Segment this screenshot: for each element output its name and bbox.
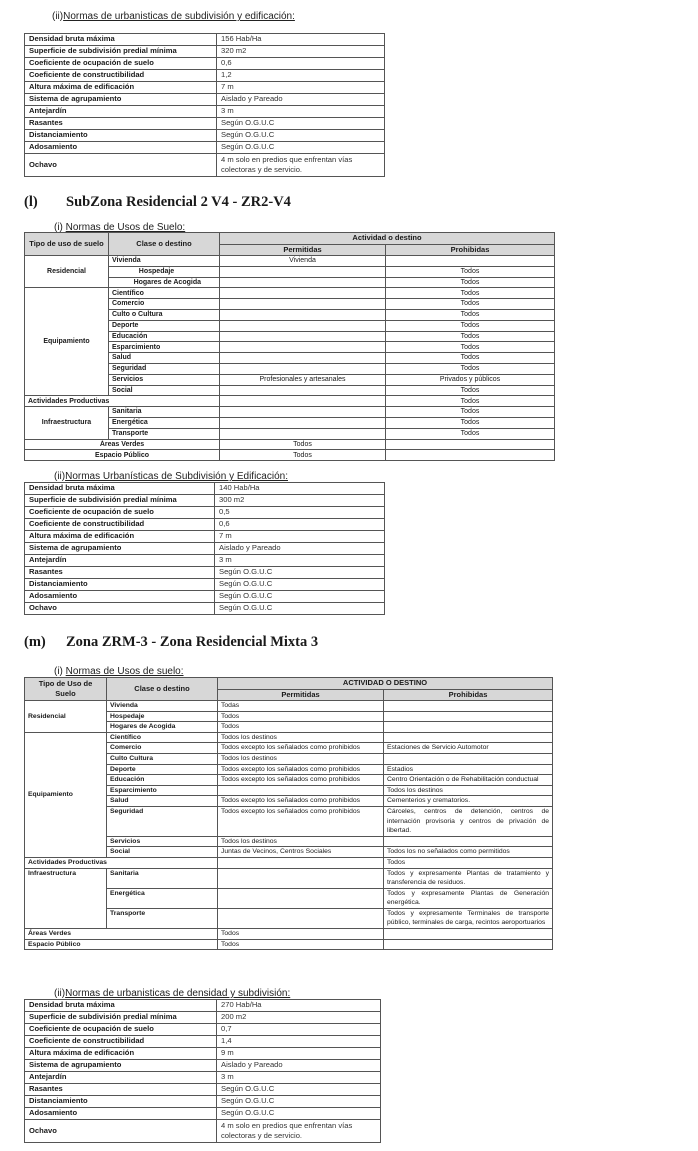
clase-cell: Servicios [107,836,218,847]
permitidas-cell: Todos excepto los señalados como prohibidos [218,764,384,775]
norm-row [25,1108,381,1120]
prohibidas-cell: Todos [386,309,555,320]
prohibidas-cell [386,439,555,450]
section-l-uses-table [24,232,555,461]
norm-row [25,483,385,495]
permitidas-cell [220,320,386,331]
permitidas-cell [220,299,386,310]
prohibidas-cell [384,753,553,764]
norm-value: 1,2 [217,70,385,82]
prohibidas-cell: Todos y expresamente Terminales de transporte público, terminales de carga, recintos aeroportuarios [384,908,553,928]
norm-row [25,507,385,519]
norm-value: 7 m [215,531,385,543]
norm-label: Rasantes [25,118,217,130]
norm-value: Según O.G.U.C [217,1096,381,1108]
norm-label: Altura máxima de edificación [25,82,217,94]
norm-label: Ochavo [25,1120,217,1143]
header-permitidas: Permitidas [220,244,386,256]
norm-row [25,1096,381,1108]
norm-value: 4 m solo en predios que enfrentan vías colectoras y de servicio. [217,1120,381,1143]
norm-label: Superficie de subdivisión predial mínima [25,495,215,507]
group-actividades: Actividades Productivas [25,857,218,868]
permitidas-cell: Todos [218,929,384,940]
norm-row [25,579,385,591]
norm-value: 270 Hab/Ha [217,1000,381,1012]
norm-row [25,591,385,603]
clase-cell: Transporte [109,428,220,439]
norm-label: Distanciamiento [25,579,215,591]
prohibidas-cell: Todos [386,407,555,418]
permitidas-cell [220,353,386,364]
header-tipo: Tipo de uso de suelo [25,233,109,256]
norm-value: 3 m [217,106,385,118]
norm-value: 156 Hab/Ha [217,34,385,46]
permitidas-cell: Juntas de Vecinos, Centros Sociales [218,847,384,858]
norm-row [25,1060,381,1072]
permitidas-cell: Todos los destinos [218,732,384,743]
prohibidas-cell: Todos [386,277,555,288]
permitidas-cell: Todos los destinos [218,753,384,764]
norm-value: Según O.G.U.C [217,1084,381,1096]
prohibidas-cell: Todos [386,385,555,396]
clase-cell: Social [109,385,220,396]
norm-value: 3 m [215,555,385,567]
prohibidas-cell: Todos [386,266,555,277]
permitidas-cell: Vivienda [220,256,386,267]
header-clase: Clase o destino [107,678,218,701]
norm-label: Altura máxima de edificación [25,531,215,543]
clase-cell: Transporte [107,908,218,928]
prohibidas-cell [384,701,553,712]
permitidas-cell [220,277,386,288]
clase-cell: Seguridad [109,363,220,374]
norm-value: Según O.G.U.C [215,591,385,603]
clase-cell: Esparcimiento [107,785,218,796]
norm-row [25,70,385,82]
clase-cell: Energética [107,888,218,908]
prohibidas-cell: Cárceles, centros de detención, centros de internación provisoria y centros de privación de libertad. [384,806,553,836]
norm-row [25,1000,381,1012]
norm-value: 0,7 [217,1024,381,1036]
clase-cell: Social [107,847,218,858]
permitidas-cell [218,857,384,868]
clase-cell: Científico [109,288,220,299]
norm-label: Coeficiente de constructibilidad [25,70,217,82]
norm-label: Coeficiente de ocupación de suelo [25,507,215,519]
prohibidas-cell: Todos los no señalados como permitidos [384,847,553,858]
prohibidas-cell: Todos [386,331,555,342]
norm-row [25,58,385,70]
group-espacio-publico: Espacio Público [25,939,218,950]
norm-row [25,531,385,543]
prohibidas-cell [384,939,553,950]
norm-row [25,1072,381,1084]
header-actividad: Actividad o destino [220,233,555,245]
prohibidas-cell: Estadios [384,764,553,775]
norm-row [25,1024,381,1036]
permitidas-cell: Todos [220,450,386,461]
permitidas-cell: Todos [220,439,386,450]
prohibidas-cell: Todos [386,396,555,407]
section-m-heading: (m) Zona ZRM-3 - Zona Residencial Mixta 3 [24,634,319,650]
header-permitidas: Permitidas [218,689,384,701]
prohibidas-cell: Todos [386,342,555,353]
norm-value: 1,4 [217,1036,381,1048]
prohibidas-cell: Centro Orientación o de Rehabilitación conductual [384,775,553,786]
norm-value: 140 Hab/Ha [215,483,385,495]
clase-cell: Educación [107,775,218,786]
norm-value: Según O.G.U.C [215,603,385,615]
norm-row [25,1048,381,1060]
permitidas-cell: Todos excepto los señalados como prohibidos [218,743,384,754]
prohibidas-cell: Todos [386,353,555,364]
section-m-uses-table [24,677,553,950]
section-m-norms-caption: (ii)Normas de urbanisticas de densidad y subdivisión: [54,988,291,999]
prohibidas-cell [386,450,555,461]
permitidas-cell [220,428,386,439]
clase-cell: Hospedaje [109,266,220,277]
header-prohibidas: Prohibidas [386,244,555,256]
clase-cell: Culto Cultura [107,753,218,764]
clase-cell: Seguridad [107,806,218,836]
norm-label: Altura máxima de edificación [25,1048,217,1060]
permitidas-cell: Todos [218,939,384,950]
group-residencial: Residencial [25,256,109,288]
prohibidas-cell [384,732,553,743]
norm-label: Coeficiente de constructibilidad [25,1036,217,1048]
permitidas-cell: Todos los destinos [218,836,384,847]
clase-cell: Sanitaria [109,407,220,418]
norm-label: Antejardín [25,555,215,567]
permitidas-cell: Todos [218,722,384,733]
uses-row [25,857,553,868]
norm-row [25,567,385,579]
norm-row [25,94,385,106]
norm-row [25,603,385,615]
permitidas-cell [218,785,384,796]
prohibidas-cell: Todos y expresamente Plantas de Generación energética. [384,888,553,908]
clase-cell: Sanitaria [107,868,218,888]
uses-row [25,288,555,299]
section-m-uses-caption: (i) Normas de Usos de suelo: [54,666,184,677]
prohibidas-cell: Privados y públicos [386,374,555,385]
header-tipo: Tipo de Uso de Suelo [25,678,107,701]
section-l-uses-caption: (i) Normas de Usos de Suelo: [54,222,186,233]
group-areas-verdes: Áreas Verdes [25,439,220,450]
prohibidas-cell: Todos [386,288,555,299]
permitidas-cell [220,288,386,299]
group-actividades: Actividades Productivas [25,396,220,407]
prohibidas-cell: Estaciones de Servicio Automotor [384,743,553,754]
norm-label: Superficie de subdivisión predial mínima [25,46,217,58]
prohibidas-cell: Todos [386,417,555,428]
uses-row [25,396,555,407]
norm-row [25,130,385,142]
norm-row [25,118,385,130]
norm-value: Según O.G.U.C [215,579,385,591]
norm-value: Según O.G.U.C [217,130,385,142]
permitidas-cell: Todos [218,711,384,722]
prohibidas-cell: Todos [386,428,555,439]
norm-label: Coeficiente de ocupación de suelo [25,1024,217,1036]
norm-row [25,495,385,507]
uses-row [25,868,553,888]
prohibidas-cell: Todos los destinos [384,785,553,796]
group-equipamiento: Equipamiento [25,288,109,396]
norm-value: Según O.G.U.C [215,567,385,579]
norm-value: 3 m [217,1072,381,1084]
clase-cell: Hospedaje [107,711,218,722]
norm-label: Antejardín [25,106,217,118]
norm-row [25,142,385,154]
norm-label: Adosamiento [25,142,217,154]
uses-row [25,939,553,950]
permitidas-cell [218,888,384,908]
permitidas-cell [218,868,384,888]
norm-label: Superficie de subdivisión predial mínima [25,1012,217,1024]
norm-value: 300 m2 [215,495,385,507]
prohibidas-cell [384,722,553,733]
norm-label: Distanciamiento [25,130,217,142]
group-equipamiento: Equipamiento [25,732,107,857]
uses-row [25,407,555,418]
clase-cell: Comercio [107,743,218,754]
norm-label: Ochavo [25,154,217,177]
norm-label: Densidad bruta máxima [25,1000,217,1012]
norm-value: 0,6 [217,58,385,70]
header-prohibidas: Prohibidas [384,689,553,701]
permitidas-cell [220,266,386,277]
permitidas-cell: Todos excepto los señalados como prohibidos [218,775,384,786]
group-residencial: Residencial [25,701,107,733]
clase-cell: Educación [109,331,220,342]
permitidas-cell [220,331,386,342]
norm-value: Aislado y Pareado [215,543,385,555]
norm-row [25,1120,381,1143]
norm-value: Aislado y Pareado [217,94,385,106]
section-m-norms-table [24,999,381,1143]
section-l-norms-table [24,482,385,615]
clase-cell: Culto o Cultura [109,309,220,320]
group-infraestructura: Infraestructura [25,407,109,439]
permitidas-cell: Todos excepto los señalados como prohibidos [218,796,384,807]
permitidas-cell [220,363,386,374]
norm-label: Rasantes [25,1084,217,1096]
uses-row [25,732,553,743]
clase-cell: Científico [107,732,218,743]
section-l-heading: (l) SubZona Residencial 2 V4 - ZR2-V4 [24,194,291,210]
norm-row [25,1084,381,1096]
prohibidas-cell [386,256,555,267]
permitidas-cell [220,417,386,428]
norm-label: Coeficiente de ocupación de suelo [25,58,217,70]
permitidas-cell [220,407,386,418]
norm-value: 200 m2 [217,1012,381,1024]
norm-label: Sistema de agrupamiento [25,1060,217,1072]
clase-cell: Energética [109,417,220,428]
clase-cell: Deporte [109,320,220,331]
norm-label: Adosamiento [25,1108,217,1120]
norms-prev-caption: (ii)Normas de urbanisticas de subdivisión y edificación: [52,11,295,22]
header-clase: Clase o destino [109,233,220,256]
norm-label: Sistema de agrupamiento [25,543,215,555]
clase-cell: Servicios [109,374,220,385]
norm-value: 0,5 [215,507,385,519]
clase-cell: Deporte [107,764,218,775]
clase-cell: Salud [109,353,220,364]
permitidas-cell [220,342,386,353]
prohibidas-cell [384,929,553,940]
norm-row [25,1036,381,1048]
clase-cell: Esparcimiento [109,342,220,353]
permitidas-cell [220,309,386,320]
norm-value: Según O.G.U.C [217,1108,381,1120]
norm-row [25,555,385,567]
prohibidas-cell: Cementerios y crematorios. [384,796,553,807]
clase-cell: Salud [107,796,218,807]
uses-row [25,450,555,461]
norm-value: 320 m2 [217,46,385,58]
norm-label: Adosamiento [25,591,215,603]
norm-row [25,154,385,177]
permitidas-cell [218,908,384,928]
norm-value: 0,6 [215,519,385,531]
section-l-norms-caption: (ii)Normas Urbanísticas de Subdivisión y Edificación: [54,471,288,482]
prohibidas-cell: Todos [386,320,555,331]
norm-value: 9 m [217,1048,381,1060]
prohibidas-cell: Todos [386,363,555,374]
group-infraestructura: Infraestructura [25,868,107,929]
norm-label: Ochavo [25,603,215,615]
prohibidas-cell: Todos y expresamente Plantas de tratamiento y transferencia de residuos. [384,868,553,888]
norm-row [25,34,385,46]
norm-value: Según O.G.U.C [217,142,385,154]
uses-row [25,439,555,450]
prohibidas-cell [384,836,553,847]
clase-cell: Hogares de Acogida [109,277,220,288]
norm-row [25,543,385,555]
permitidas-cell: Profesionales y artesanales [220,374,386,385]
norm-label: Sistema de agrupamiento [25,94,217,106]
permitidas-cell [220,385,386,396]
prohibidas-cell: Todos [386,299,555,310]
norms-prev-table [24,33,385,177]
permitidas-cell [220,396,386,407]
permitidas-cell: Todos excepto los señalados como prohibidos [218,806,384,836]
norm-row [25,106,385,118]
prohibidas-cell: Todos [384,857,553,868]
group-areas-verdes: Áreas Verdes [25,929,218,940]
clase-cell: Hogares de Acogida [107,722,218,733]
norm-value: Según O.G.U.C [217,118,385,130]
header-actividad: ACTIVIDAD O DESTINO [218,678,553,690]
permitidas-cell: Todas [218,701,384,712]
norm-row [25,1012,381,1024]
norm-label: Densidad bruta máxima [25,34,217,46]
uses-row [25,256,555,267]
uses-row [25,929,553,940]
norm-value: 7 m [217,82,385,94]
norm-label: Rasantes [25,567,215,579]
norm-label: Densidad bruta máxima [25,483,215,495]
clase-cell: Vivienda [109,256,220,267]
norm-row [25,46,385,58]
norm-value: 4 m solo en predios que enfrentan vías colectoras y de servicio. [217,154,385,177]
norm-row [25,519,385,531]
norm-label: Distanciamiento [25,1096,217,1108]
uses-row [25,701,553,712]
clase-cell: Comercio [109,299,220,310]
group-espacio-publico: Espacio Público [25,450,220,461]
prohibidas-cell [384,711,553,722]
norm-value: Aislado y Pareado [217,1060,381,1072]
norm-label: Coeficiente de constructibilidad [25,519,215,531]
clase-cell: Vivienda [107,701,218,712]
norm-row [25,82,385,94]
norm-label: Antejardín [25,1072,217,1084]
